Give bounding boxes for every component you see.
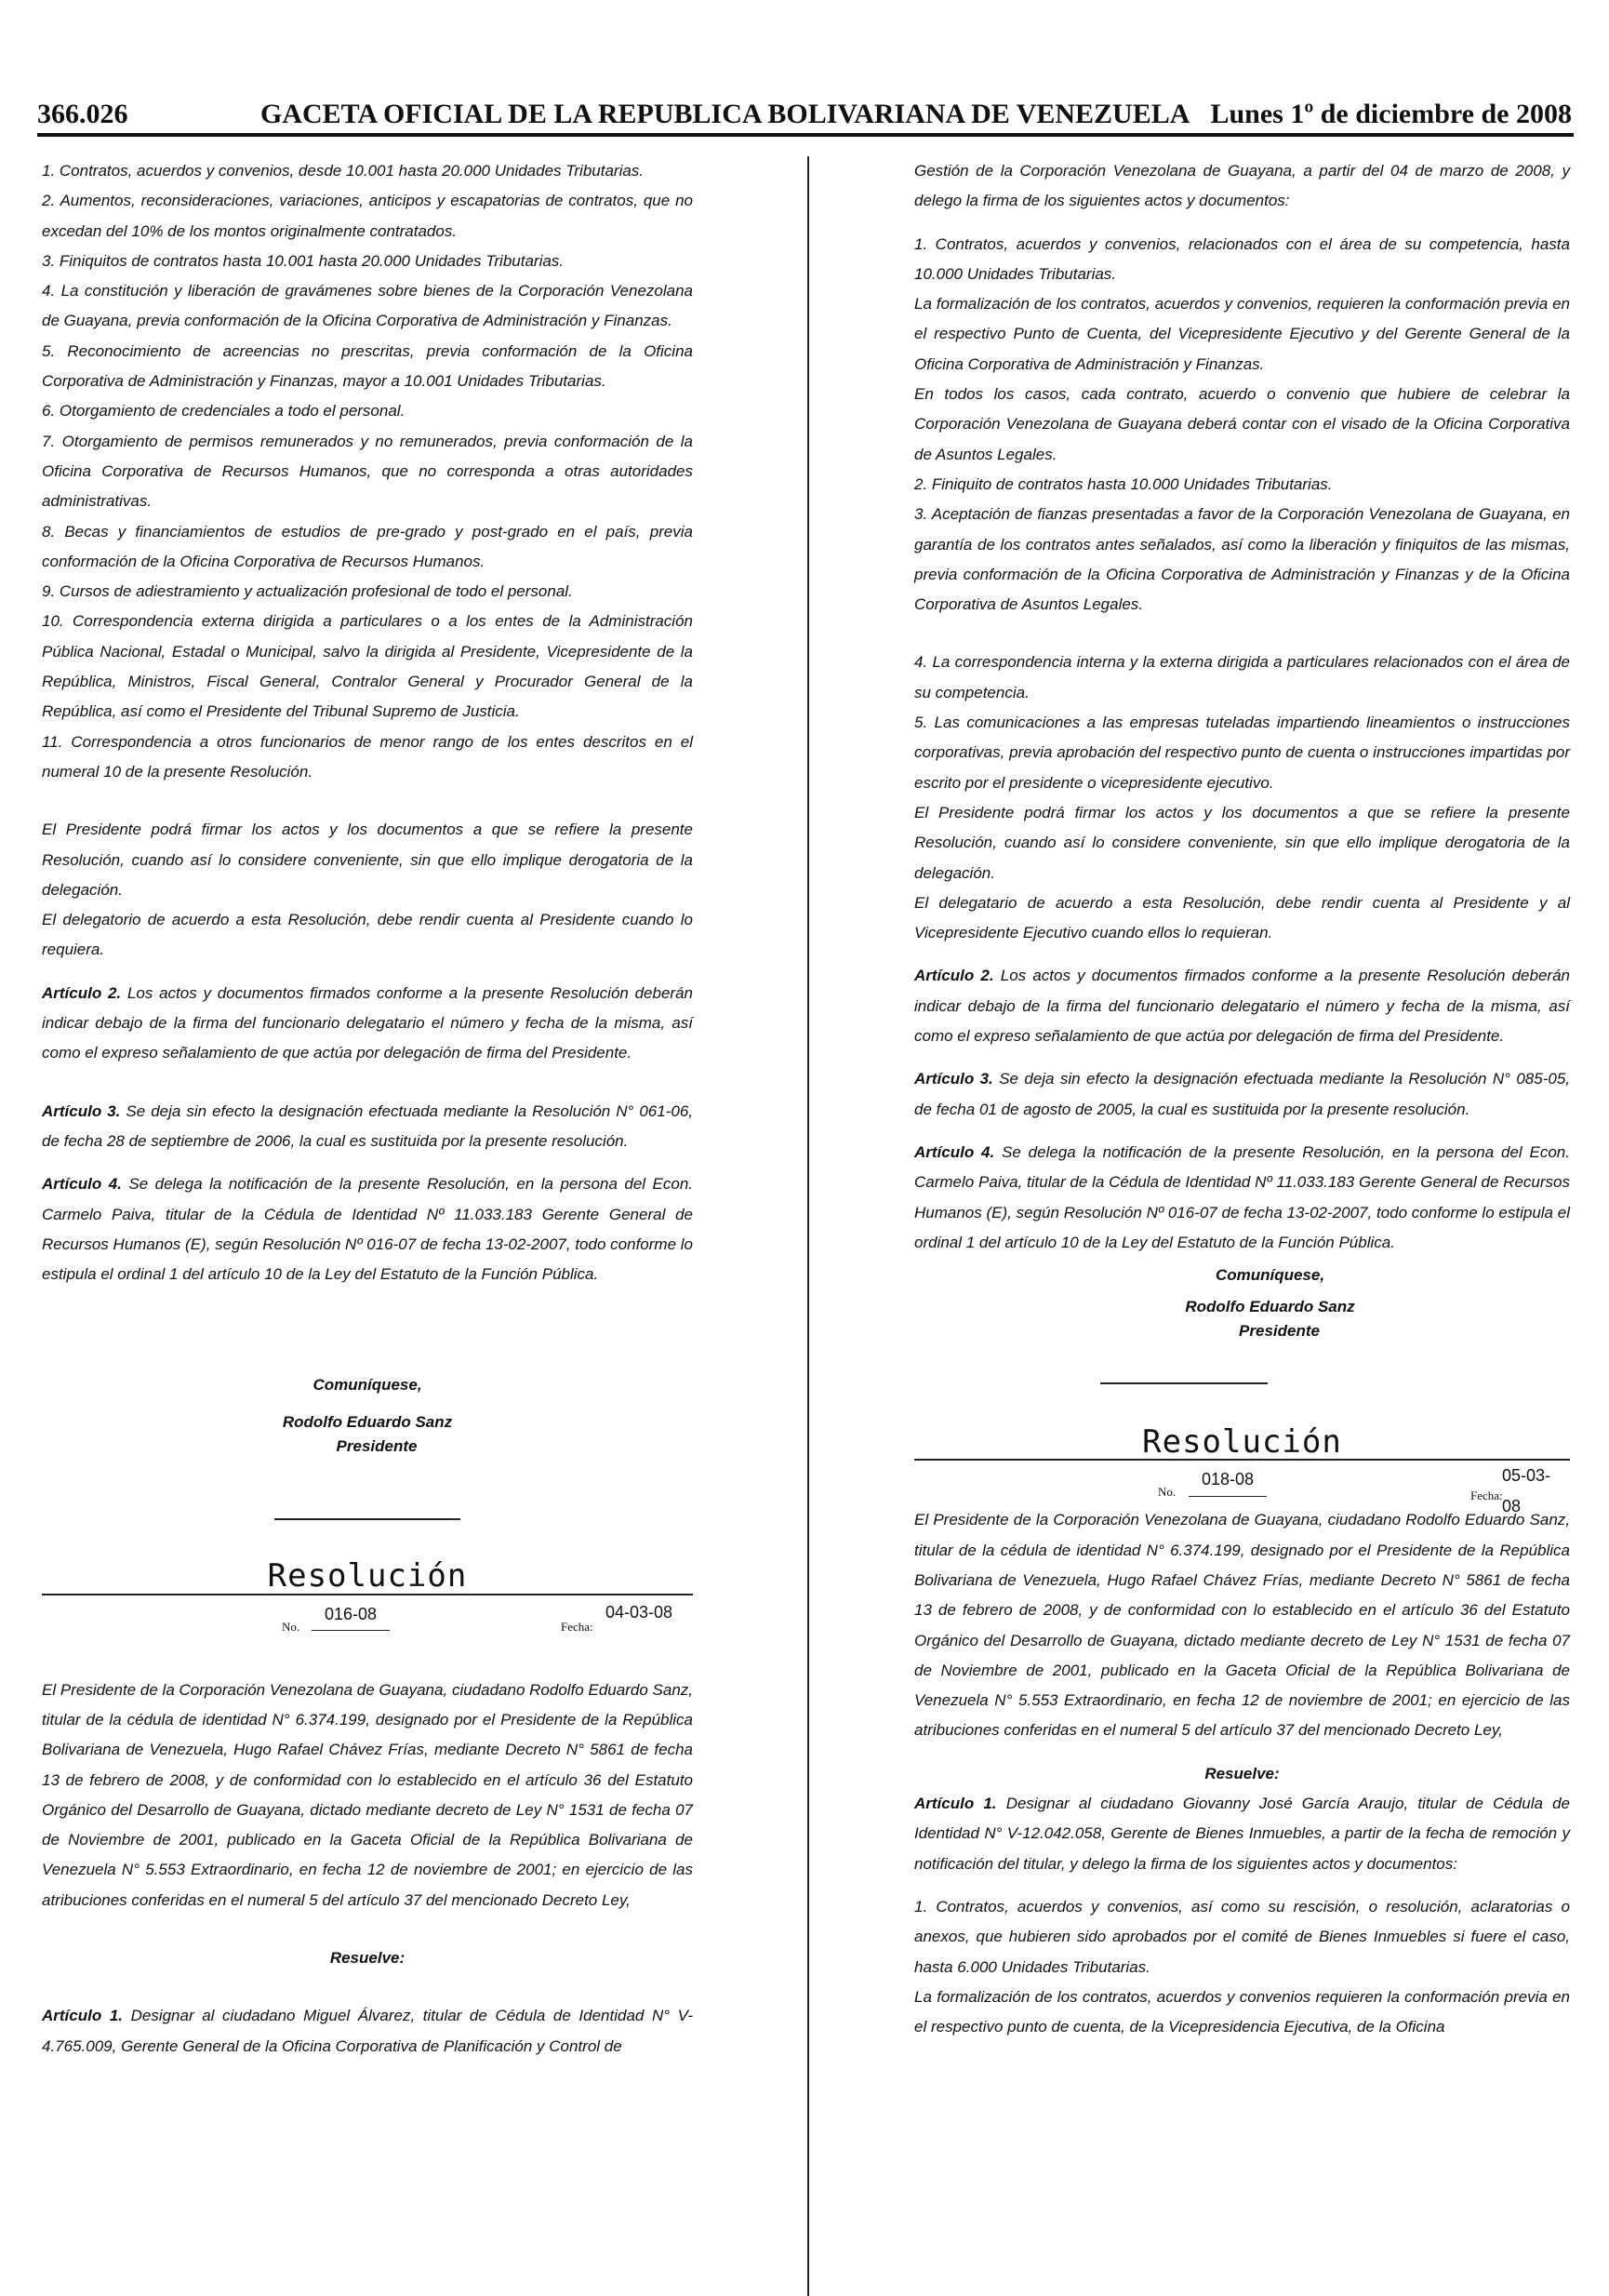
- fecha-label: Fecha:: [1470, 1488, 1503, 1503]
- article-2: [914, 961, 1570, 1051]
- article-4: [914, 1138, 1570, 1258]
- signature-block: [42, 1373, 693, 1459]
- resolution-number: 016-08: [312, 1599, 390, 1631]
- resolution-date: 05-03-08: [1502, 1466, 1551, 1515]
- list-item: 1. Contratos, acuerdos y convenios, así como su rescisión, o resolución, aclaratorias o anexos, que hubieren sido aprobados por el comité de Bienes Inmuebles si fuere el caso, hasta 6.000 Unidades Tributarias.: [914, 1897, 1570, 1976]
- article-label: Artículo 3.: [914, 1070, 993, 1088]
- resuelve-heading: Resuelve:: [329, 1949, 406, 1968]
- list-item: 5. Las comunicaciones a las empresas tuteladas impartiendo lineamientos o instrucciones corporativas, previa aprobación del respectivo punto de cuenta o instrucciones impartidas por escrito por el presidente o vicepresidente ejecutivo.: [914, 714, 1570, 792]
- article-label: Artículo 4.: [42, 1175, 122, 1194]
- comuniquese: Comuníquese,: [312, 1376, 422, 1395]
- article-text: Se deja sin efecto la designación efectuada mediante la Resolución N° 085-05, de fecha 01 de agosto de 2005, la cual es sustituida por la presente resolución.: [914, 1070, 1571, 1118]
- article-label: Artículo 1.: [42, 2007, 123, 2025]
- list-item: 3. Aceptación de fianzas presentadas a favor de la Corporación Venezolana de Guayana, en garantía de los contratos antes señalados, así como la liberación y finiquitos de las mismas, previa conformación de la Oficina Corporativa de Administración y Finanzas y de la Oficina Corporativa de Asuntos Legales.: [914, 505, 1570, 614]
- article-text: Los actos y documentos firmados conforme a la presente Resolución deberán indicar debajo de la firma del funcionario delegatario el número y fecha de la misma, así como el expreso señalamiento de que actúa por delegación de firma del Presidente.: [914, 967, 1570, 1046]
- signer-title: Presidente: [1239, 1322, 1320, 1341]
- no-label: No.: [1158, 1485, 1177, 1500]
- list-item: 3. Finiquitos de contratos hasta 10.001 hasta 20.000 Unidades Tributarias.: [42, 251, 565, 270]
- resolution-heading: Resolución: [267, 1557, 468, 1595]
- formalizacion-paragraph: La formalización de los contratos, acuerdos y convenios requieren la conformación previa en el respectivo punto de cuenta, de la Vicepresidencia Ejecutiva, de la Oficina: [914, 1987, 1570, 2036]
- page-number: 366.026: [37, 99, 128, 129]
- delegatorio-paragraph: El delegatorio de acuerdo a esta Resolución, debe rendir cuenta al Presidente cuando lo requiera.: [42, 911, 693, 959]
- left-column: [42, 156, 693, 2062]
- presidente-paragraph: El Presidente podrá firmar los actos y los documentos a que se refiere la presente Resolución, cuando así lo considere conveniente, sin que ello implique derogatoria de la delegación.: [914, 803, 1570, 882]
- column-divider: [807, 156, 809, 2296]
- list-item: 9. Cursos de adiestramiento y actualización profesional de todo el personal.: [42, 582, 573, 601]
- list-item: 10. Correspondencia externa dirigida a particulares o a los entes de la Administración Pública Nacional, Estadal o Municipal, salvo la dirigida al Presidente, Vicepresidente de la República, Ministros, Fiscal General, Contralor General y Procurador General de la República, así como el Presidente del Tribunal Supremo de Justicia.: [42, 612, 693, 721]
- presidente-paragraph: El Presidente podrá firmar los actos y los documentos a que se refiere la presente Resolución, cuando así lo considere conveniente, sin que ello implique derogatoria de la delegación.: [42, 821, 693, 899]
- list-item: 6. Otorgamiento de credenciales a todo el personal.: [42, 402, 406, 420]
- article-text: Designar al ciudadano Miguel Álvarez, titular de Cédula de Identidad N° V-4.765.009, Gerente General de la Oficina Corporativa de Planificación y Control de: [42, 2007, 693, 2055]
- comuniquese: Comuníquese,: [1215, 1266, 1325, 1285]
- article-label: Artículo 2.: [42, 983, 122, 1002]
- gazette-title: GACETA OFICIAL DE LA REPUBLICA BOLIVARIANA DE VENEZUELA: [260, 99, 1190, 129]
- signer-name: Rodolfo Eduardo Sanz: [282, 1413, 453, 1432]
- resolution-preamble: El Presidente de la Corporación Venezolana de Guayana, ciudadano Rodolfo Eduardo Sanz, titular de la cédula de identidad N° 6.374.199, designado por el Presidente de la República Bolivariana de Venezuela, Hugo Rafael Chávez Frías, mediante Decreto N° 5861 de fecha 13 de febrero de 2008, y de conformidad con lo establecido en el artículo 36 del Estatuto Orgánico del Desarrollo de Guayana, dictado mediante decreto de Ley N° 1531 de fecha 07 de Noviembre de 2001, publicado en la Gaceta Oficial de la República Bolivariana de Venezuela N° 5.553 Extraordinario, en fecha 12 de noviembre de 2001; en ejercicio de las atribuciones conferidas en el numeral 5 del artículo 37 del mencionado Decreto Ley,: [914, 1511, 1570, 1740]
- signature-block: [914, 1263, 1570, 1343]
- right-column: [914, 156, 1570, 2042]
- list-item: 11. Correspondencia a otros funcionarios de menor rango de los entes descritos en el numeral 10 de la presente Resolución.: [42, 732, 693, 781]
- resolution-date: 04-03-08: [605, 1602, 673, 1622]
- article-text: Designar al ciudadano Giovanny José García Araujo, titular de Cédula de Identidad N° V-12.042.058, Gerente de Bienes Inmuebles, a partir de la fecha de remoción y notificación del titular, y delego la firma de los siguientes actos y documentos:: [914, 1795, 1570, 1873]
- article-1: [42, 2001, 693, 2062]
- resolution-number-row: [914, 1461, 1570, 1515]
- list-item: 1. Contratos, acuerdos y convenios, desde 10.001 hasta 20.000 Unidades Tributarias.: [42, 162, 645, 180]
- list-item: 5. Reconocimiento de acreencias no prescritas, previa conformación de la Oficina Corporativa de Administración y Finanzas, mayor a 10.001 Unidades Tributarias.: [42, 341, 693, 391]
- list-item: 2. Aumentos, reconsideraciones, variaciones, anticipos y escapatorias de contratos, que no excedan del 10% de los montos originalmente contratados.: [42, 192, 693, 240]
- resolution-number: 018-08: [1189, 1464, 1267, 1496]
- list-item: 7. Otorgamiento de permisos remunerados y no remunerados, previa conformación de la Oficina Corporativa de Recursos Humanos, que no corresponda a otras autoridades administrativas.: [42, 432, 693, 511]
- list-item: 4. La constitución y liberación de gravámenes sobre bienes de la Corporación Venezolana de Guayana, previa conformación de la Oficina Corporativa de Administración y Finanzas.: [42, 282, 693, 330]
- article-3: [42, 1097, 693, 1157]
- article-text: Se deja sin efecto la designación efectuada mediante la Resolución N° 061-06, de fecha 28 de septiembre de 2006, la cual es sustituida por la presente resolución.: [42, 1101, 693, 1150]
- gazette-header: [37, 93, 1572, 136]
- resolution-number-row: [42, 1595, 693, 1633]
- article-4: [42, 1169, 693, 1289]
- article-label: Artículo 3.: [42, 1101, 121, 1120]
- delegatario-paragraph: El delegatario de acuerdo a esta Resolución, debe rendir cuenta al Presidente y al Vicepresidente Ejecutivo cuando ellos lo requieran.: [914, 893, 1570, 942]
- article-text: Los actos y documentos firmados conforme a la presente Resolución deberán indicar debajo de la firma del funcionario delegatario el número y fecha de la misma, así como el expreso señalamiento de que actúa por delegación de firma del Presidente.: [42, 983, 693, 1062]
- formalizacion-paragraph: La formalización de los contratos, acuerdos y convenios, requieren la conformación previa en el respectivo Punto de Cuenta, del Vicepresidente Ejecutivo y del Gerente General de la Oficina Corporativa de Administración y Finanzas.: [914, 295, 1570, 373]
- no-label: No.: [282, 1619, 300, 1634]
- article-2: [42, 979, 693, 1069]
- article-1: [914, 1789, 1570, 1879]
- fecha-label: Fecha:: [561, 1619, 593, 1634]
- article-label: Artículo 2.: [914, 967, 994, 985]
- article-label: Artículo 4.: [914, 1142, 995, 1161]
- resuelve-heading: Resuelve:: [1204, 1764, 1280, 1782]
- article-text: Se delega la notificación de la presente Resolución, en la persona del Econ. Carmelo Paiva, titular de la Cédula de Identidad Nº 11.033.183 Gerente General de Recursos Humanos (E), según Resolución Nº 016-07 de fecha 13-02-2007, todo conforme lo estipula el ordinal 1 del artículo 10 de la Ley del Estatuto de la Función Pública.: [42, 1175, 693, 1284]
- signer-name: Rodolfo Eduardo Sanz: [1185, 1298, 1355, 1316]
- issue-date: Lunes 1º de diciembre de 2008: [1210, 99, 1572, 129]
- list-item: 4. La correspondencia interna y la externa dirigida a particulares relacionados con el área de su competencia.: [914, 653, 1570, 701]
- article-text: Se delega la notificación de la presente Resolución, en la persona del Econ. Carmelo Paiva, titular de la Cédula de Identidad Nº 11.033.183 Gerente General de Recursos Humanos (E), según Resolución Nº 016-07 de fecha 13-02-2007, todo conforme lo estipula el ordinal 1 del artículo 10 de la Ley del Estatuto de la Función Pública.: [914, 1142, 1570, 1251]
- list-item: 8. Becas y financiamientos de estudios de pre-grado y post-grado en el país, previa conformación de la Oficina Corporativa de Recursos Humanos.: [42, 522, 693, 570]
- article-3: [914, 1064, 1570, 1125]
- todos-casos-paragraph: En todos los casos, cada contrato, acuerdo o convenio que hubiere de celebrar la Corporación Venezolana de Guayana deberá contar con el visado de la Oficina Corporativa de Asuntos Legales.: [914, 385, 1570, 463]
- header-rule: [37, 133, 1574, 137]
- resolution-heading: Resolución: [1142, 1423, 1342, 1462]
- article-label: Artículo 1.: [914, 1795, 997, 1813]
- signer-title: Presidente: [336, 1437, 418, 1456]
- list-item: 1. Contratos, acuerdos y convenios, relacionados con el área de su competencia, hasta 10.000 Unidades Tributarias.: [914, 234, 1570, 283]
- intro-paragraph: Gestión de la Corporación Venezolana de Guayana, a partir del 04 de marzo de 2008, y delego la firma de los siguientes actos y documentos:: [914, 162, 1570, 210]
- list-item: 2. Finiquito de contratos hasta 10.000 Unidades Tributarias.: [914, 474, 1333, 493]
- resolution-preamble: El Presidente de la Corporación Venezolana de Guayana, ciudadano Rodolfo Eduardo Sanz, titular de la cédula de identidad N° 6.374.199, designado por el Presidente de la República Bolivariana de Venezuela, Hugo Rafael Chávez Frías, mediante Decreto N° 5861 de fecha 13 de febrero de 2008, y de conformidad con lo establecido en el artículo 36 del Estatuto Orgánico del Desarrollo de Guayana, dictado mediante decreto de Ley N° 1531 de fecha 07 de Noviembre de 2001, publicado en la Gaceta Oficial de la República Bolivariana de Venezuela N° 5.553 Extraordinario, en fecha 12 de noviembre de 2001; en ejercicio de las atribuciones conferidas en el numeral 5 del artículo 37 del mencionado Decreto Ley,: [42, 1680, 693, 1909]
